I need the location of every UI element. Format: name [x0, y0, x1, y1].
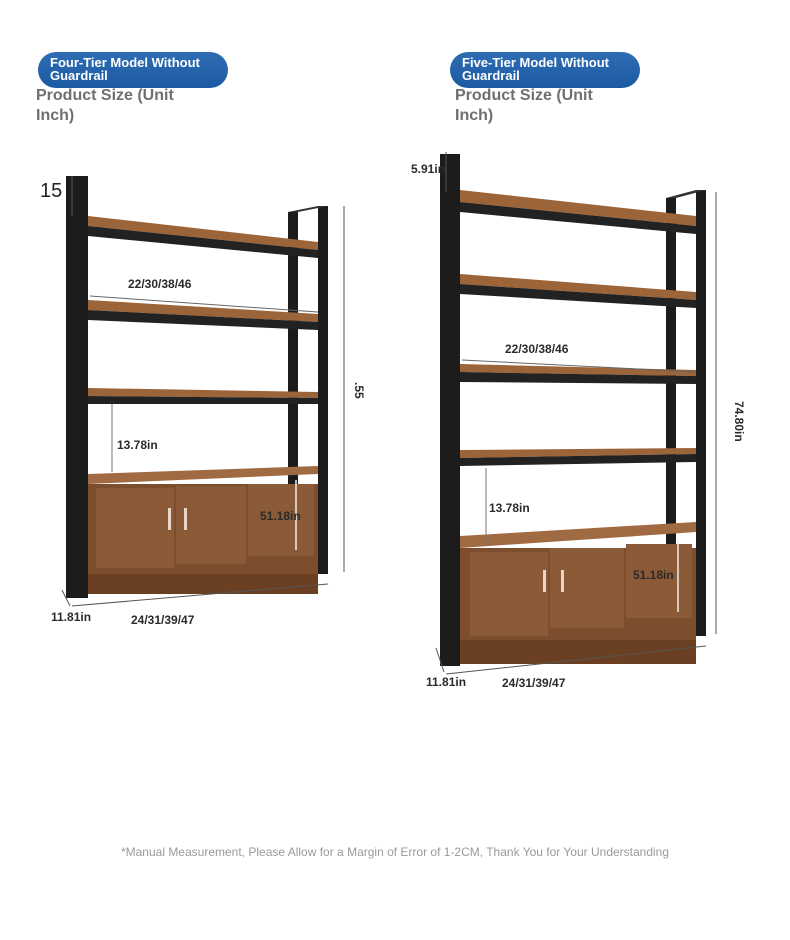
four-tier-cabinet-height-label: 51.18in	[260, 509, 301, 523]
four-tier-title-line1: Four-Tier Model Without	[50, 55, 200, 70]
five-tier-cabinet	[460, 522, 696, 664]
five-tier-title-line1: Five-Tier Model Without	[462, 55, 609, 70]
five-tier-top-gap-label: 5.91in	[411, 162, 446, 176]
five-tier-subtitle: Product Size (Unit Inch)	[455, 87, 593, 124]
five-tier-title-line2: Guardrail	[462, 68, 520, 83]
four-tier-tier-gap-label: 13.78in	[117, 438, 158, 452]
four-tier-base-width-label: 24/31/39/47	[131, 613, 195, 627]
five-tier-depth-label: 11.81in	[426, 675, 467, 689]
five-tier-base-width-label: 24/31/39/47	[502, 676, 566, 690]
four-tier-subtitle: Product Size (Unit Inch)	[36, 87, 174, 124]
four-tier-shelf-width-label: 22/30/38/46	[128, 277, 192, 291]
measurement-disclaimer: *Manual Measurement, Please Allow for a Margin of Error of 1-2CM, Thank You for Your Understanding	[120, 845, 670, 859]
five-tier-total-height-label: 74.80in	[732, 401, 746, 442]
four-tier-depth-label: 11.81in	[51, 610, 92, 624]
four-tier-total-height-label: .55	[352, 382, 366, 399]
five-tier-shelf-width-label: 22/30/38/46	[505, 342, 569, 356]
five-tier-shelf-boards	[460, 190, 696, 466]
five-tier-tier-gap-label: 13.78in	[489, 501, 530, 515]
four-tier-top-gap-label: 15	[40, 180, 63, 202]
four-tier-title-line2: Guardrail	[50, 68, 108, 83]
five-tier-cabinet-height-label: 51.18in	[633, 568, 674, 582]
